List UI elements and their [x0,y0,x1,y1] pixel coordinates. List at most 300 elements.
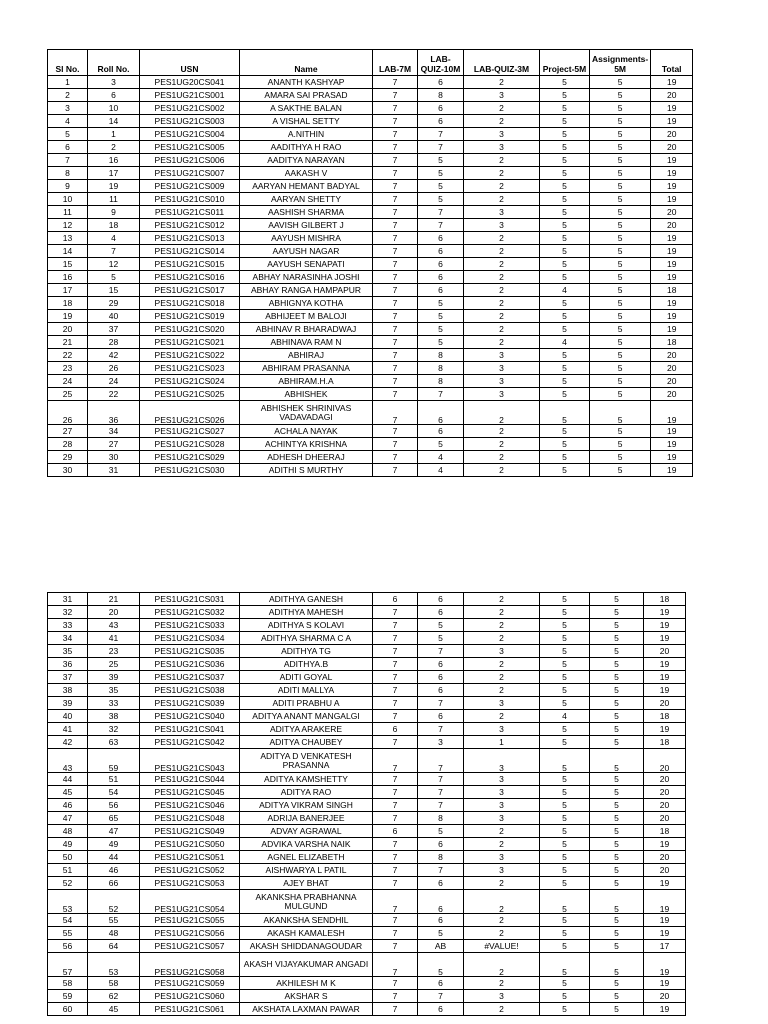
table-row [48,812,686,825]
cell-name: AKSHATA LAXMAN PAWAR [240,1003,373,1016]
cell-total: 19 [651,115,693,128]
cell-lab-quiz-3m: 3 [464,773,540,786]
cell-lab-7m: 6 [373,593,418,606]
cell-sl-no: 22 [48,349,88,362]
cell-roll-no: 63 [88,736,140,749]
cell-roll-no: 39 [88,671,140,684]
cell-usn: PES1UG21CS058 [140,953,240,977]
cell-lab-quiz-3m: 2 [464,336,540,349]
cell-total: 19 [644,977,686,990]
cell-project-5m: 5 [540,632,590,645]
cell-lab-quiz-3m: 2 [464,606,540,619]
cell-name: AADITYA NARAYAN [240,154,373,167]
cell-lab-quiz-3m: 2 [464,115,540,128]
cell-name: ABHINAV R BHARADWAJ [240,323,373,336]
cell-name: ABHISHEK SHRINIVAS VADAVADAGI [240,401,373,425]
cell-sl-no: 42 [48,736,88,749]
cell-sl-no: 46 [48,799,88,812]
cell-lab-7m: 7 [373,271,418,284]
cell-lab-quiz-10m: 5 [418,632,464,645]
cell-sl-no: 25 [48,388,88,401]
cell-total: 18 [644,710,686,723]
cell-project-5m: 5 [540,388,590,401]
cell-sl-no: 4 [48,115,88,128]
cell-lab-quiz-10m: 5 [418,167,464,180]
cell-lab-quiz-3m: 2 [464,438,540,451]
cell-lab-quiz-3m: 2 [464,167,540,180]
cell-assignments-5m: 5 [590,232,651,245]
header-sl-no: Sl No. [48,50,88,76]
cell-sl-no: 18 [48,297,88,310]
cell-usn: PES1UG21CS026 [140,401,240,425]
table-row [48,851,686,864]
cell-roll-no: 37 [88,323,140,336]
cell-lab-quiz-3m: 2 [464,877,540,890]
table-row [48,684,686,697]
cell-lab-quiz-10m: 5 [418,825,464,838]
cell-lab-7m: 6 [373,723,418,736]
table-row [48,723,686,736]
cell-project-5m: 5 [540,877,590,890]
cell-usn: PES1UG21CS003 [140,115,240,128]
cell-usn: PES1UG21CS032 [140,606,240,619]
cell-assignments-5m: 5 [590,838,644,851]
cell-roll-no: 15 [88,284,140,297]
cell-total: 17 [644,940,686,953]
cell-total: 19 [651,258,693,271]
cell-lab-quiz-3m: 2 [464,825,540,838]
cell-lab-quiz-10m: 5 [418,154,464,167]
cell-usn: PES1UG21CS060 [140,990,240,1003]
cell-roll-no: 30 [88,451,140,464]
cell-project-5m: 5 [540,619,590,632]
cell-lab-quiz-3m: 2 [464,927,540,940]
table-row [48,645,686,658]
cell-name: ABHIGNYA KOTHA [240,297,373,310]
cell-roll-no: 3 [88,76,140,89]
cell-lab-7m: 7 [373,349,418,362]
cell-assignments-5m: 5 [590,927,644,940]
cell-usn: PES1UG21CS036 [140,658,240,671]
cell-sl-no: 39 [48,697,88,710]
cell-lab-7m: 7 [373,927,418,940]
cell-usn: PES1UG21CS007 [140,167,240,180]
cell-total: 19 [644,838,686,851]
cell-sl-no: 34 [48,632,88,645]
cell-lab-quiz-3m: 3 [464,375,540,388]
cell-total: 20 [644,773,686,786]
cell-lab-quiz-10m: 6 [418,245,464,258]
cell-lab-quiz-3m: 2 [464,953,540,977]
cell-name: A.NITHIN [240,128,373,141]
cell-sl-no: 21 [48,336,88,349]
cell-roll-no: 26 [88,362,140,375]
cell-lab-7m: 7 [373,115,418,128]
cell-project-5m: 4 [540,336,590,349]
cell-usn: PES1UG21CS050 [140,838,240,851]
cell-project-5m: 5 [540,890,590,914]
cell-usn: PES1UG21CS024 [140,375,240,388]
cell-name: ADVAY AGRAWAL [240,825,373,838]
cell-lab-quiz-10m: 6 [418,914,464,927]
cell-lab-7m: 7 [373,323,418,336]
cell-total: 20 [644,799,686,812]
cell-lab-quiz-10m: 5 [418,323,464,336]
cell-project-5m: 5 [540,115,590,128]
cell-lab-quiz-10m: 7 [418,141,464,154]
cell-name: ADITYA KAMSHETTY [240,773,373,786]
table-row [48,940,686,953]
cell-roll-no: 51 [88,773,140,786]
cell-total: 19 [651,425,693,438]
cell-lab-7m: 7 [373,451,418,464]
cell-total: 20 [644,786,686,799]
cell-project-5m: 5 [540,425,590,438]
table-row [48,927,686,940]
cell-usn: PES1UG21CS044 [140,773,240,786]
cell-assignments-5m: 5 [590,451,651,464]
cell-lab-7m: 7 [373,977,418,990]
cell-lab-7m: 7 [373,671,418,684]
cell-assignments-5m: 5 [590,619,644,632]
cell-assignments-5m: 5 [590,271,651,284]
cell-usn: PES1UG21CS030 [140,464,240,477]
table-row [48,115,693,128]
table-row [48,786,686,799]
cell-sl-no: 59 [48,990,88,1003]
cell-usn: PES1UG21CS021 [140,336,240,349]
cell-name: AGNEL ELIZABETH [240,851,373,864]
cell-name: ADITYA CHAUBEY [240,736,373,749]
cell-roll-no: 28 [88,336,140,349]
cell-roll-no: 56 [88,799,140,812]
cell-lab-quiz-3m: 3 [464,362,540,375]
cell-roll-no: 48 [88,927,140,940]
cell-lab-quiz-3m: 3 [464,388,540,401]
cell-usn: PES1UG21CS033 [140,619,240,632]
cell-lab-quiz-10m: 6 [418,425,464,438]
cell-assignments-5m: 5 [590,684,644,697]
cell-total: 19 [644,632,686,645]
cell-roll-no: 7 [88,245,140,258]
cell-roll-no: 58 [88,977,140,990]
cell-lab-7m: 7 [373,606,418,619]
cell-sl-no: 23 [48,362,88,375]
table-row [48,671,686,684]
cell-total: 19 [644,914,686,927]
table-row [48,1003,686,1016]
cell-sl-no: 35 [48,645,88,658]
cell-lab-quiz-10m: 6 [418,232,464,245]
cell-name: ADITI GOYAL [240,671,373,684]
cell-assignments-5m: 5 [590,464,651,477]
cell-lab-quiz-10m: 8 [418,349,464,362]
cell-lab-7m: 7 [373,773,418,786]
table-row [48,773,686,786]
cell-usn: PES1UG21CS015 [140,258,240,271]
table-row [48,362,693,375]
cell-assignments-5m: 5 [590,851,644,864]
cell-sl-no: 52 [48,877,88,890]
cell-roll-no: 24 [88,375,140,388]
cell-lab-quiz-10m: 6 [418,258,464,271]
cell-sl-no: 60 [48,1003,88,1016]
cell-lab-quiz-3m: 2 [464,154,540,167]
cell-lab-quiz-3m: 2 [464,619,540,632]
cell-sl-no: 8 [48,167,88,180]
cell-name: ADITHYA GANESH [240,593,373,606]
cell-sl-no: 17 [48,284,88,297]
cell-total: 19 [651,76,693,89]
cell-total: 20 [651,375,693,388]
cell-usn: PES1UG21CS011 [140,206,240,219]
cell-lab-quiz-3m: 2 [464,258,540,271]
cell-name: AARYAN HEMANT BADYAL [240,180,373,193]
cell-project-5m: 5 [540,825,590,838]
cell-lab-quiz-10m: 7 [418,749,464,773]
cell-name: AAVISH GILBERT J [240,219,373,232]
cell-lab-quiz-10m: 5 [418,619,464,632]
cell-lab-quiz-3m: 3 [464,812,540,825]
cell-lab-7m: 7 [373,310,418,323]
cell-roll-no: 65 [88,812,140,825]
cell-roll-no: 49 [88,838,140,851]
cell-lab-quiz-3m: 2 [464,102,540,115]
cell-name: ADITYA RAO [240,786,373,799]
cell-total: 20 [651,388,693,401]
cell-lab-7m: 7 [373,864,418,877]
cell-lab-quiz-3m: 3 [464,697,540,710]
marks-table-1 [47,49,693,477]
cell-lab-quiz-3m: 3 [464,990,540,1003]
cell-project-5m: 5 [540,990,590,1003]
cell-lab-7m: 7 [373,336,418,349]
cell-lab-quiz-3m: 2 [464,890,540,914]
table-row [48,284,693,297]
cell-roll-no: 22 [88,388,140,401]
table-row [48,349,693,362]
cell-roll-no: 38 [88,710,140,723]
table-row [48,825,686,838]
cell-project-5m: 5 [540,349,590,362]
cell-assignments-5m: 5 [590,645,644,658]
cell-name: ADITHYA MAHESH [240,606,373,619]
cell-total: 19 [651,464,693,477]
cell-lab-quiz-10m: 6 [418,671,464,684]
cell-total: 20 [651,349,693,362]
cell-project-5m: 5 [540,812,590,825]
cell-name: ABHIRAJ [240,349,373,362]
cell-lab-7m: 7 [373,619,418,632]
cell-total: 20 [644,645,686,658]
table-row [48,245,693,258]
cell-total: 19 [651,297,693,310]
cell-roll-no: 19 [88,180,140,193]
cell-total: 19 [644,953,686,977]
cell-usn: PES1UG21CS013 [140,232,240,245]
cell-usn: PES1UG21CS045 [140,786,240,799]
cell-sl-no: 45 [48,786,88,799]
table-row [48,710,686,723]
cell-usn: PES1UG21CS041 [140,723,240,736]
cell-lab-7m: 7 [373,890,418,914]
cell-lab-7m: 7 [373,645,418,658]
cell-total: 20 [651,219,693,232]
cell-name: AKHILESH M K [240,977,373,990]
cell-roll-no: 9 [88,206,140,219]
cell-lab-quiz-3m: 2 [464,658,540,671]
cell-lab-quiz-3m: 2 [464,684,540,697]
cell-name: ADITI PRABHU A [240,697,373,710]
cell-usn: PES1UG21CS055 [140,914,240,927]
cell-lab-7m: 7 [373,812,418,825]
cell-name: ADITHI S MURTHY [240,464,373,477]
cell-roll-no: 31 [88,464,140,477]
cell-lab-7m: 7 [373,658,418,671]
cell-lab-quiz-3m: 2 [464,271,540,284]
cell-name: ANANTH KASHYAP [240,76,373,89]
cell-name: AKANKSHA SENDHIL [240,914,373,927]
cell-sl-no: 32 [48,606,88,619]
cell-roll-no: 2 [88,141,140,154]
cell-usn: PES1UG21CS012 [140,219,240,232]
cell-usn: PES1UG21CS043 [140,749,240,773]
cell-project-5m: 5 [540,464,590,477]
cell-lab-quiz-10m: 6 [418,890,464,914]
table-row [48,102,693,115]
cell-lab-quiz-10m: 6 [418,593,464,606]
cell-lab-quiz-3m: 3 [464,349,540,362]
cell-usn: PES1UG21CS035 [140,645,240,658]
cell-name: AISHWARYA L PATIL [240,864,373,877]
cell-lab-quiz-10m: 8 [418,812,464,825]
cell-usn: PES1UG21CS061 [140,1003,240,1016]
cell-sl-no: 12 [48,219,88,232]
cell-lab-7m: 7 [373,362,418,375]
cell-sl-no: 47 [48,812,88,825]
cell-assignments-5m: 5 [590,375,651,388]
cell-assignments-5m: 5 [590,76,651,89]
cell-assignments-5m: 5 [590,710,644,723]
cell-name: AKANKSHA PRABHANNA MULGUND [240,890,373,914]
table-body-2 [48,593,686,1016]
cell-roll-no: 45 [88,1003,140,1016]
table-row [48,141,693,154]
cell-project-5m: 4 [540,284,590,297]
header-project-5m: Project-5M [540,50,590,76]
cell-sl-no: 33 [48,619,88,632]
cell-lab-quiz-10m: 5 [418,193,464,206]
cell-total: 20 [644,749,686,773]
header-name: Name [240,50,373,76]
cell-usn: PES1UG21CS042 [140,736,240,749]
cell-lab-quiz-3m: 2 [464,425,540,438]
table-row [48,464,693,477]
cell-roll-no: 46 [88,864,140,877]
cell-sl-no: 5 [48,128,88,141]
header-usn: USN [140,50,240,76]
cell-sl-no: 51 [48,864,88,877]
cell-lab-quiz-3m: 2 [464,193,540,206]
cell-assignments-5m: 5 [590,671,644,684]
cell-project-5m: 5 [540,940,590,953]
cell-usn: PES1UG21CS040 [140,710,240,723]
cell-assignments-5m: 5 [590,362,651,375]
cell-roll-no: 27 [88,438,140,451]
table-row [48,877,686,890]
cell-project-5m: 5 [540,206,590,219]
cell-usn: PES1UG21CS039 [140,697,240,710]
cell-total: 19 [644,723,686,736]
cell-roll-no: 52 [88,890,140,914]
cell-total: 20 [651,128,693,141]
cell-sl-no: 10 [48,193,88,206]
cell-total: 18 [644,593,686,606]
cell-total: 19 [644,606,686,619]
cell-roll-no: 36 [88,401,140,425]
cell-project-5m: 5 [540,799,590,812]
cell-name: ABHAY NARASINHA JOSHI [240,271,373,284]
cell-project-5m: 5 [540,193,590,206]
table-row [48,167,693,180]
cell-project-5m: 5 [540,838,590,851]
cell-usn: PES1UG21CS029 [140,451,240,464]
cell-usn: PES1UG21CS009 [140,180,240,193]
cell-project-5m: 5 [540,323,590,336]
cell-sl-no: 37 [48,671,88,684]
cell-sl-no: 56 [48,940,88,953]
cell-lab-7m: 7 [373,838,418,851]
cell-assignments-5m: 5 [590,864,644,877]
cell-total: 19 [651,310,693,323]
cell-total: 19 [651,154,693,167]
cell-name: AKASH SHIDDANAGOUDAR [240,940,373,953]
cell-lab-quiz-10m: 5 [418,927,464,940]
cell-lab-7m: 7 [373,219,418,232]
cell-roll-no: 43 [88,619,140,632]
cell-assignments-5m: 5 [590,128,651,141]
cell-project-5m: 5 [540,451,590,464]
cell-name: ADVIKA VARSHA NAIK [240,838,373,851]
cell-project-5m: 5 [540,684,590,697]
table-row [48,206,693,219]
cell-usn: PES1UG21CS001 [140,89,240,102]
cell-project-5m: 5 [540,1003,590,1016]
cell-assignments-5m: 5 [590,940,644,953]
cell-roll-no: 54 [88,786,140,799]
cell-lab-quiz-10m: 6 [418,1003,464,1016]
cell-sl-no: 48 [48,825,88,838]
cell-total: 20 [651,89,693,102]
cell-lab-quiz-10m: 4 [418,464,464,477]
cell-total: 19 [644,671,686,684]
cell-lab-quiz-10m: 8 [418,375,464,388]
table-row [48,990,686,1003]
cell-roll-no: 12 [88,258,140,271]
cell-assignments-5m: 5 [590,990,644,1003]
cell-assignments-5m: 5 [590,632,644,645]
cell-assignments-5m: 5 [590,219,651,232]
cell-name: ABHISHEK [240,388,373,401]
cell-name: ADITYA D VENKATESH PRASANNA [240,749,373,773]
cell-lab-quiz-3m: 2 [464,297,540,310]
cell-sl-no: 1 [48,76,88,89]
table-row [48,632,686,645]
cell-assignments-5m: 5 [590,977,644,990]
cell-lab-7m: 7 [373,953,418,977]
cell-lab-quiz-10m: 7 [418,799,464,812]
cell-roll-no: 10 [88,102,140,115]
